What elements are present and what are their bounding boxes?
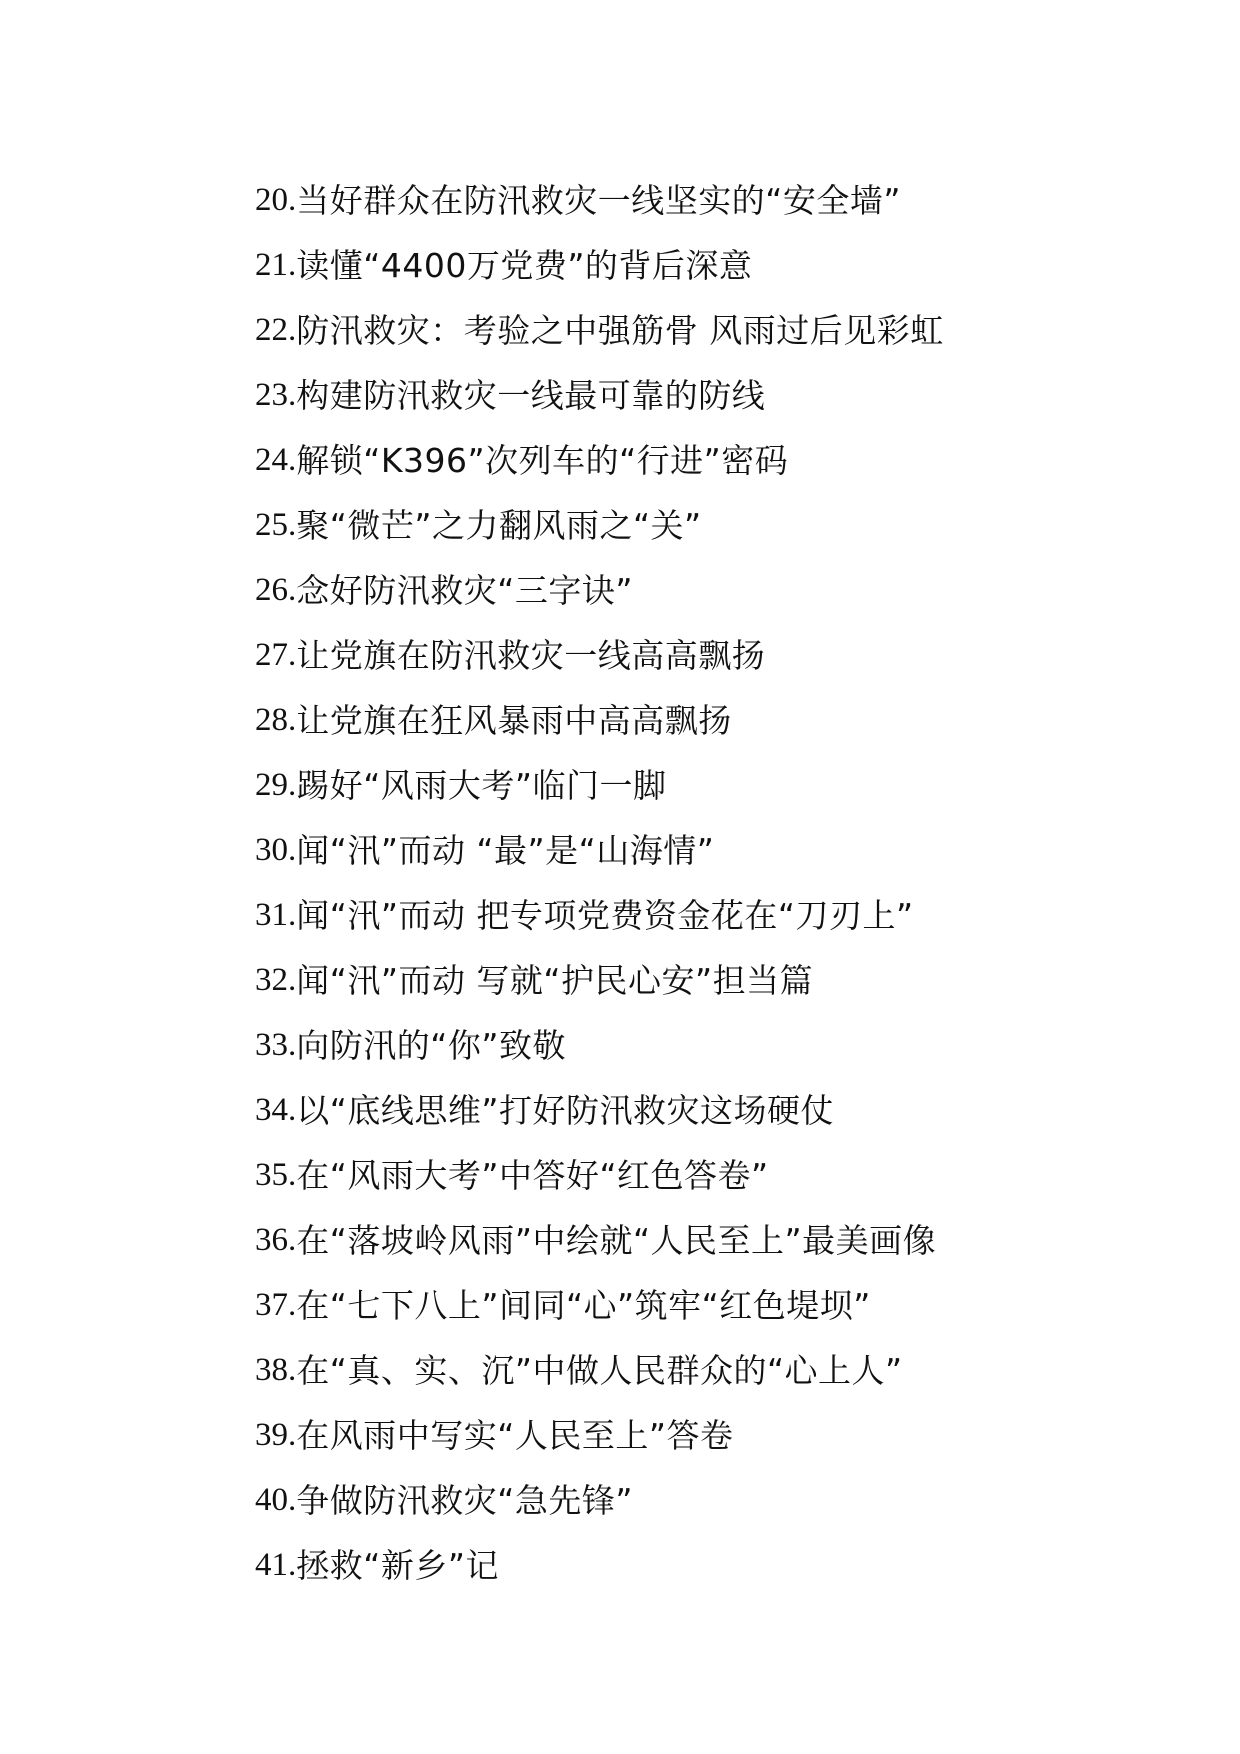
item-text: 以“底线思维”打好防汛救灾这场硬仗 (296, 1091, 834, 1130)
item-text: 闻“汛”而动 把专项党费资金花在“刀刃上” (296, 896, 914, 935)
list-item (255, 1533, 944, 1598)
item-number: 21. (255, 247, 297, 283)
list-item (255, 948, 944, 1013)
list-item (255, 1208, 944, 1273)
item-text: 念好防汛救灾“三字诀” (296, 571, 633, 610)
item-number: 28. (255, 702, 297, 738)
item-number: 37. (255, 1287, 297, 1323)
item-text: 在风雨中写实“人民至上”答卷 (296, 1416, 734, 1455)
item-number: 33. (255, 1027, 297, 1063)
item-text: 让党旗在狂风暴雨中高高飘扬 (296, 701, 732, 740)
item-number: 41. (255, 1547, 297, 1583)
list-item (255, 428, 944, 493)
item-text: 防汛救灾：考验之中强筋骨 风雨过后见彩虹 (296, 311, 944, 350)
list-item (255, 883, 944, 948)
item-text: 在“七下八上”间同“心”筑牢“红色堤坝” (296, 1286, 871, 1325)
item-text: 向防汛的“你”致敬 (296, 1026, 566, 1065)
item-text: 聚“微芒”之力翻风雨之“关” (296, 506, 702, 545)
list-item (255, 168, 944, 233)
item-number: 40. (255, 1482, 297, 1518)
item-text: 让党旗在防汛救灾一线高高飘扬 (296, 636, 766, 675)
list-item (255, 1273, 944, 1338)
item-text: 闻“汛”而动 “最”是“山海情” (296, 831, 715, 870)
item-number: 30. (255, 832, 297, 868)
item-text: 在“落坡岭风雨”中绘就“人民至上”最美画像 (296, 1221, 937, 1260)
item-number: 27. (255, 637, 297, 673)
item-number: 25. (255, 507, 297, 543)
item-text: 在“真、实、沉”中做人民群众的“心上人” (296, 1351, 903, 1390)
item-number: 32. (255, 962, 297, 998)
item-number: 35. (255, 1157, 297, 1193)
list-item (255, 493, 944, 558)
list-item (255, 233, 944, 298)
item-number: 39. (255, 1417, 297, 1453)
item-number: 34. (255, 1092, 297, 1128)
item-text: 构建防汛救灾一线最可靠的防线 (296, 376, 766, 415)
title-list (255, 168, 944, 1598)
list-item (255, 298, 944, 363)
list-item (255, 1078, 944, 1143)
list-item (255, 1143, 944, 1208)
item-number: 36. (255, 1222, 297, 1258)
item-number: 26. (255, 572, 297, 608)
item-number: 23. (255, 377, 297, 413)
item-number: 38. (255, 1352, 297, 1388)
list-item (255, 818, 944, 883)
list-item (255, 363, 944, 428)
item-text: 解锁“K396”次列车的“行进”密码 (296, 441, 789, 480)
list-item (255, 558, 944, 623)
item-text: 在“风雨大考”中答好“红色答卷” (296, 1156, 769, 1195)
list-item (255, 1403, 944, 1468)
item-text: 拯救“新乡”记 (296, 1546, 499, 1585)
item-text: 闻“汛”而动 写就“护民心安”担当篇 (296, 961, 814, 1000)
list-item (255, 1338, 944, 1403)
item-text: 读懂“4400万党费”的背后深意 (296, 246, 753, 285)
list-item (255, 688, 944, 753)
item-text: 踢好“风雨大考”临门一脚 (296, 766, 667, 805)
item-number: 22. (255, 312, 297, 348)
list-item (255, 753, 944, 818)
list-item (255, 1468, 944, 1533)
item-number: 29. (255, 767, 297, 803)
item-text: 争做防汛救灾“急先锋” (296, 1481, 633, 1520)
item-number: 24. (255, 442, 297, 478)
list-item (255, 1013, 944, 1078)
list-item (255, 623, 944, 688)
item-number: 20. (255, 182, 297, 218)
item-number: 31. (255, 897, 297, 933)
item-text: 当好群众在防汛救灾一线坚实的“安全墙” (296, 181, 901, 220)
